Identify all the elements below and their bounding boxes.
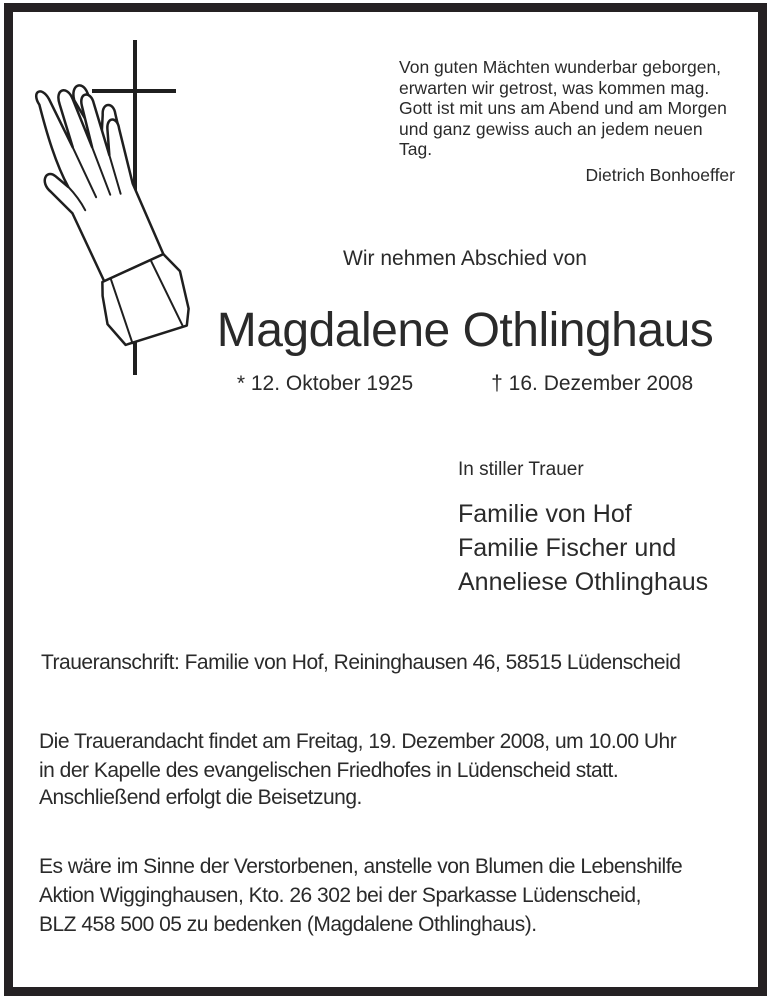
- donation-line: Aktion Wigginghausen, Kto. 26 302 bei der Sparkasse Lüdenscheid,: [39, 884, 641, 907]
- donation-request: [39, 852, 682, 939]
- quote-line: Von guten Mächten wunderbar geborgen,: [399, 57, 722, 77]
- mourner-line: Familie Fischer und: [458, 534, 677, 562]
- mourners-heading: In stiller Trauer: [458, 459, 584, 480]
- deceased-name: Magdalene Othlinghaus: [216, 304, 714, 357]
- life-dates: [190, 371, 740, 396]
- praying-hands: [15, 68, 200, 355]
- burial-note: Anschließend erfolgt die Beisetzung.: [39, 786, 362, 809]
- mourners-block: [458, 458, 708, 599]
- quote-block: [399, 57, 735, 185]
- death-date: † 16. Dezember 2008: [491, 372, 694, 395]
- mourning-address: Traueranschrift: Familie von Hof, Reininghausen 46, 58515 Lüdenscheid: [41, 651, 681, 674]
- service-details: [39, 727, 676, 785]
- mourners-names: [458, 497, 708, 599]
- donation-line: Es wäre im Sinne der Verstorbenen, anstelle von Blumen die Lebenshilfe: [39, 855, 683, 878]
- mourner-line: Familie von Hof: [458, 500, 632, 528]
- mourner-line: Anneliese Othlinghaus: [458, 568, 709, 596]
- service-line: in der Kapelle des evangelischen Friedhofes in Lüdenscheid statt.: [39, 759, 619, 782]
- quote-line: und ganz gewiss auch an jedem neuen Tag.: [399, 118, 703, 159]
- praying-hands-cross-icon: [15, 28, 215, 383]
- farewell-intro: Wir nehmen Abschied von: [343, 247, 587, 270]
- birth-date: * 12. Oktober 1925: [236, 372, 414, 395]
- quote-line: Gott ist mit uns am Abend und am Morgen: [399, 98, 727, 118]
- quote-attribution: Dietrich Bonhoeffer: [585, 164, 735, 185]
- service-line: Die Trauerandacht findet am Freitag, 19. Dezember 2008, um 10.00 Uhr: [39, 730, 677, 753]
- farewell-block: [190, 246, 740, 396]
- donation-line: BLZ 458 500 05 zu bedenken (Magdalene Othlinghaus).: [39, 913, 537, 936]
- quote-line: erwarten wir getrost, was kommen mag.: [399, 77, 710, 98]
